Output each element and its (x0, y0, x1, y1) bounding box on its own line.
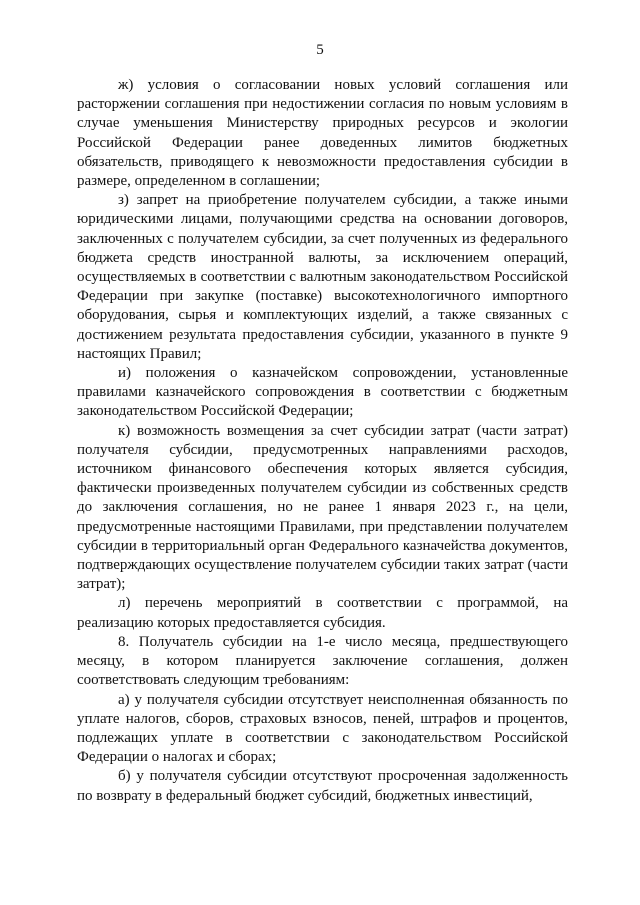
paragraph-l: л) перечень мероприятий в соответствии с программой, на реализацию которых предоставляется субсидия. (77, 595, 568, 631)
paragraph-z: з) запрет на приобретение получателем субсидии, а также иными юридическими лицами, получающими средства на основании договоров, заключенных с получателем субсидии, за счет полученных из федерального бюджета средств иностранной валюты, за исключением операций, осуществляемых в соответствии с валютным законодательством Российской Федерации при закупке (поставке) высокотехнологичного импортного оборудования, сырья и комплектующих изделий, а также связанных с достижением результата предоставления субсидии, указанного в пункте 9 настоящих Правил; (77, 192, 568, 362)
paragraph-k: к) возможность возмещения за счет субсидии затрат (части затрат) получателя субсидии, предусмотренных направлениями расходов, источником финансового обеспечения которых является субсидия, фактически произведенных получателем субсидии из собственных средств до заключения соглашения, но не ранее 1 января 2023 г., на цели, предусмотренные настоящими Правилами, при представлении получателем субсидии в территориальный орган Федерального казначейства документов, подтверждающих осуществление получателем субсидии таких затрат (части затрат); (77, 422, 568, 593)
paragraph-zh: ж) условия о согласовании новых условий соглашения или расторжении соглашения при недостижении согласия по новым условиям в случае уменьшения Министерству природных ресурсов и экологии Российской Федерации ранее доведенных лимитов бюджетных обязательств, приводящего к невозможности предоставления субсидии в размере, определенном в соглашении; (77, 77, 568, 190)
paragraph-b: б) у получателя субсидии отсутствуют просроченная задолженность по возврату в федеральный бюджет субсидий, бюджетных инвестиций, (77, 768, 568, 804)
page-number: 5 (316, 42, 324, 58)
paragraph-section-8: 8. Получатель субсидии на 1-е число месяца, предшествующего месяцу, в котором планируется заключение соглашения, должен соответствовать следующим требованиям: (77, 633, 568, 689)
document-body (77, 76, 568, 806)
paragraph-i: и) положения о казначейском сопровождении, установленные правилами казначейского сопровождения в соответствии с бюджетным законодательством Российской Федерации; (77, 365, 568, 420)
paragraph-a: а) у получателя субсидии отсутствует неисполненная обязанность по уплате налогов, сборов, страховых взносов, пеней, штрафов и процентов, подлежащих уплате в соответствии с законодательством Российской Федерации о налогах и сборах; (77, 691, 568, 766)
